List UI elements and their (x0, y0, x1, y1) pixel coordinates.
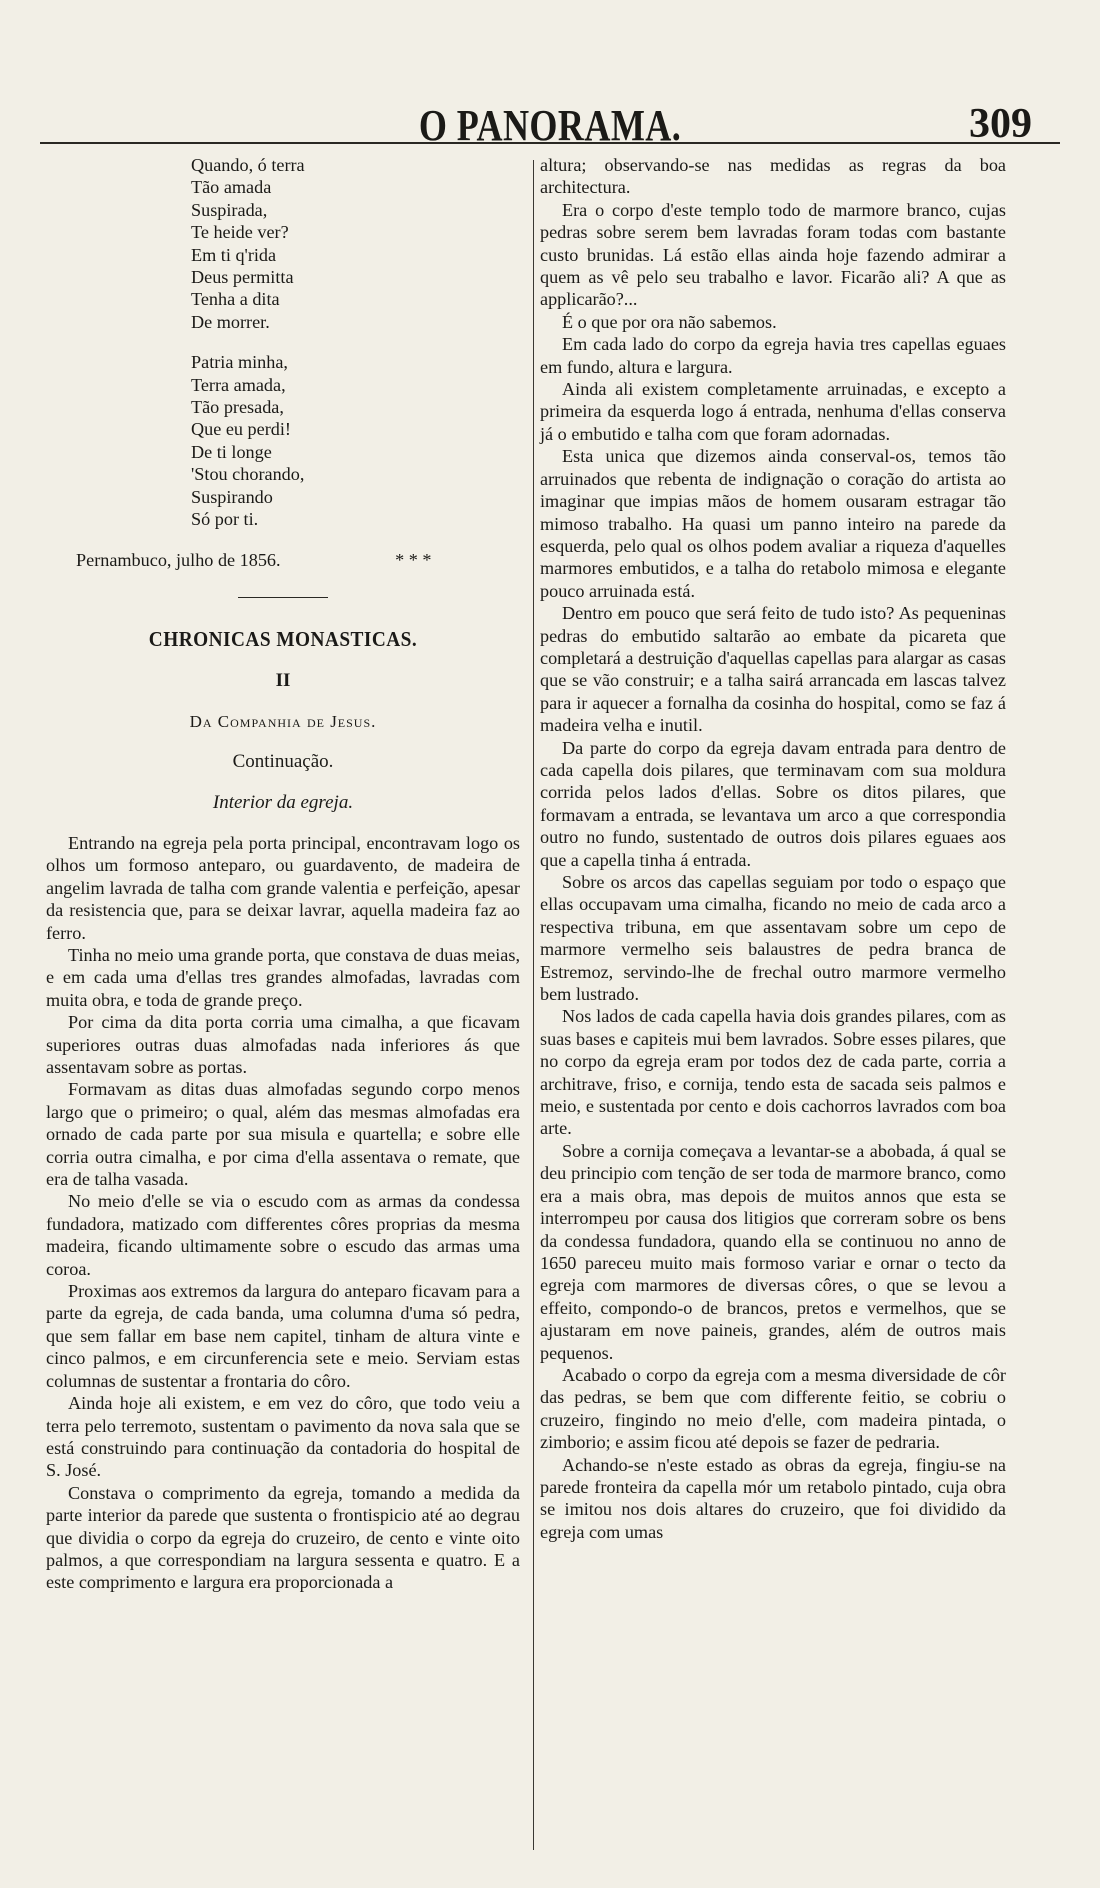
paragraph: Em cada lado do corpo da egreja havia tres capellas eguaes em fundo, altura e largura. (540, 334, 1006, 377)
poem-line: Que eu perdi! (191, 419, 291, 440)
section-title: CHRONICAS MONASTICAS. (148, 626, 418, 651)
paragraph: altura; observando-se nas medidas as regras da boa architectura. (540, 155, 1006, 198)
section-italic-heading: Interior da egreja. (212, 791, 354, 813)
paragraph: Nos lados de cada capella havia dois grandes pilares, com as suas bases e capiteis mui bem lavrados. Sobre esses pilares, que no corpo da egreja eram por todos dez de cada parte, corria a architrave, friso, e cornija, tendo esta de sacada seis palmos e meio, e sustentada por cento e dois cachorros lavrados com boa arte. (540, 1006, 1006, 1139)
paragraph: Tinha no meio uma grande porta, que constava de duas meias, e em cada uma d'ellas tres grandes almofadas, lavradas com muita obra, e toda de grande preço. (46, 944, 520, 1010)
poem-line: Quando, ó terra (191, 155, 305, 175)
paragraph: Sobre os arcos das capellas seguiam por todo o espaço que ellas occupavam uma cimalha, ficando no meio de cada arco a respectiva tribuna, em que assentavam sobre um cepo de marmore vermelho seis balaustres de pedra branca de Estremoz, servindo-lhe de frechal outro marmore vermelho bem lustrado. (540, 872, 1006, 1005)
poem-line: De ti longe (191, 441, 272, 462)
poem-line: Tão presada, (191, 397, 284, 418)
paragraph: Proximas aos extremos da largura do anteparo ficavam para a parte da egreja, de cada banda, uma columna d'uma só pedra, que sem fallar em base nem capitel, tinham de altura vinte e cinco palmos, e em circunferencia sete e meio. Serviam estas columnas de sustentar a frontaria do côro. (46, 1281, 520, 1391)
poem-line: 'Stou chorando, (191, 464, 305, 485)
paragraph: Ainda ali existem completamente arruinadas, e excepto a primeira da esquerda logo á entrada, nenhuma d'ellas conserva já o embutido e talha com que foram adornadas. (540, 379, 1006, 444)
dateline-stars: * * * (395, 549, 432, 570)
paragraph: Sobre a cornija começava a levantar-se a abobada, á qual se deu principio com tenção de ser toda de marmore branco, como era a mais obra, mas depois de muitos annos que esta se interrompeu por causa dos litigios que correram sobre os bens da condessa fundadora, quando ella se continuou no anno de 1650 pareceu muito mais formoso variar e ornar o tecto da egreja com marmores de diversas côres, o que se levou a effeito, compondo-o de brancos, pretos e vermelhos, que se ajustaram em nove paineis, grandes, além de outros mais pequenos. (540, 1140, 1006, 1363)
paragraph: Achando-se n'este estado as obras da egreja, fingiu-se na parede fronteira da capella mór um retabolo pintado, cuja obra se imitou nos dois altares do cruzeiro, que foi dividido da egreja com umas (540, 1454, 1006, 1542)
poem-line: Suspirada, (191, 199, 268, 220)
section-subtitle: Da Companhia de Jesus. (189, 711, 377, 731)
paragraph: Constava o comprimento da egreja, tomando a medida da parte interior da parede que sustenta o frontispicio até ao degrau que dividia o corpo da egreja do cruzeiro, de cento e vinte oito palmos, a que correspondiam na largura sessenta e quatro. E a este comprimento e largura era proporcionada a (46, 1482, 520, 1593)
section-separator (238, 597, 328, 598)
poem-line: Suspirando (191, 486, 273, 507)
column-divider (533, 160, 534, 1850)
paragraph: Por cima da dita porta corria uma cimalha, a que ficavam superiores outras duas almofadas nada inferiores ás que assentavam sobre as portas. (46, 1012, 520, 1077)
poem-line: Em ti q'rida (191, 244, 277, 265)
paragraph: Esta unica que dizemos ainda conserval-os, temos tão arruinados que rebenta de indignação o coração do artista ao imaginar que impias mãos de homem ousaram estragar tão mimoso trabalho. Ha quasi um panno inteiro na parede da esquerda, pelo qual os olhos podem avaliar a riqueza d'aquelles marmores embutidos, e a talha do retabolo mimosa e elegante pouco arruinada está. (540, 446, 1006, 601)
poem-dateline (76, 549, 520, 571)
paragraph: Entrando na egreja pela porta principal, encontravam logo os olhos um formoso anteparo, ou guardavento, de madeira de angelim lavrada de talha com grande valentia e perfeição, apesar da resistencia que, para se deixar lavrar, aquella madeira faz ao ferro. (46, 832, 520, 943)
paragraph: Dentro em pouco que será feito de tudo isto? As pequeninas pedras do embutido saltarão ao embate da picareta que completará a destruição d'aquellas capellas para alargar as casas que se vão construir; e a talha sairá arrancada em lascas talvez para ir aquecer a fornalha da cosinha do hospital, como se faz á madeira velha e inutil. (540, 603, 1006, 736)
paragraph: Era o corpo d'este templo todo de marmore branco, cujas pedras sobre serem bem lavradas foram todas com bastante custo brunidas. Lá estão ellas ainda hoje fazendo admirar a quem as vê pelo seu trabalho e lavor. Ficarão ali? A que as applicarão?... (540, 199, 1006, 310)
paragraph: É o que por ora não sabemos. (562, 311, 777, 332)
poem-line: Tenha a dita (191, 289, 280, 310)
poem-line: Patria minha, (191, 352, 288, 373)
poem-line: Tão amada (191, 177, 272, 198)
paragraph: Ainda hoje ali existem, e em vez do côro, que todo veiu a terra pelo terremoto, sustentam o pavimento da nova sala que se está construindo para continuação da contadoria do hospital de S. José. (46, 1393, 520, 1481)
masthead-title: O PANORAMA. (418, 101, 682, 150)
dateline-text: Pernambuco, julho de 1856. (76, 549, 281, 570)
poem-line: Deus permitta (191, 267, 294, 288)
paragraph: No meio d'elle se via o escudo com as armas da condessa fundadora, matizado com differentes côres proprias da mesma madeira, ficando ultimamente sobre o escudo das armas uma coroa. (46, 1191, 520, 1279)
section-number: II (275, 670, 291, 692)
page-number: 309 (969, 101, 1032, 147)
poem (191, 154, 520, 531)
poem-stanza-2 (191, 351, 520, 530)
poem-line: Só por ti. (191, 509, 259, 530)
left-column (46, 154, 520, 1594)
paragraph: Acabado o corpo da egreja com a mesma diversidade de côr das pedras, se bem que com differente feitio, se cobriu o cruzeiro, fingindo no meio d'elle, com madeira pintada, o zimborio; e assim ficou até depois se fazer de pedraria. (540, 1364, 1006, 1453)
header-rule (40, 142, 1060, 144)
section-continuation: Continuação. (232, 751, 334, 773)
paragraph: Formavam as ditas duas almofadas segundo corpo menos largo que o primeiro; o qual, além das mesmas almofadas era ornado de cada parte por sua misula e quartella; e sobre elle corria outra cimalha, e por cima d'ella assentava o remate, que era de talha vasada. (46, 1079, 520, 1190)
paragraph: Da parte do corpo da egreja davam entrada para dentro de cada capella dois pilares, que terminavam com sua moldura corrida pelos lados d'ellas. Sobre os ditos pilares, que formavam a entrada, se levantava um arco a que correspondia outro no fundo, sustentado de outros dois pilares eguaes aos que a capella tinha á entrada. (540, 737, 1006, 870)
right-column (540, 154, 1006, 1543)
poem-line: De morrer. (191, 311, 270, 332)
poem-line: Te heide ver? (191, 222, 289, 243)
poem-line: Terra amada, (191, 374, 286, 395)
poem-stanza-1 (191, 154, 520, 333)
page-header (40, 100, 1060, 156)
